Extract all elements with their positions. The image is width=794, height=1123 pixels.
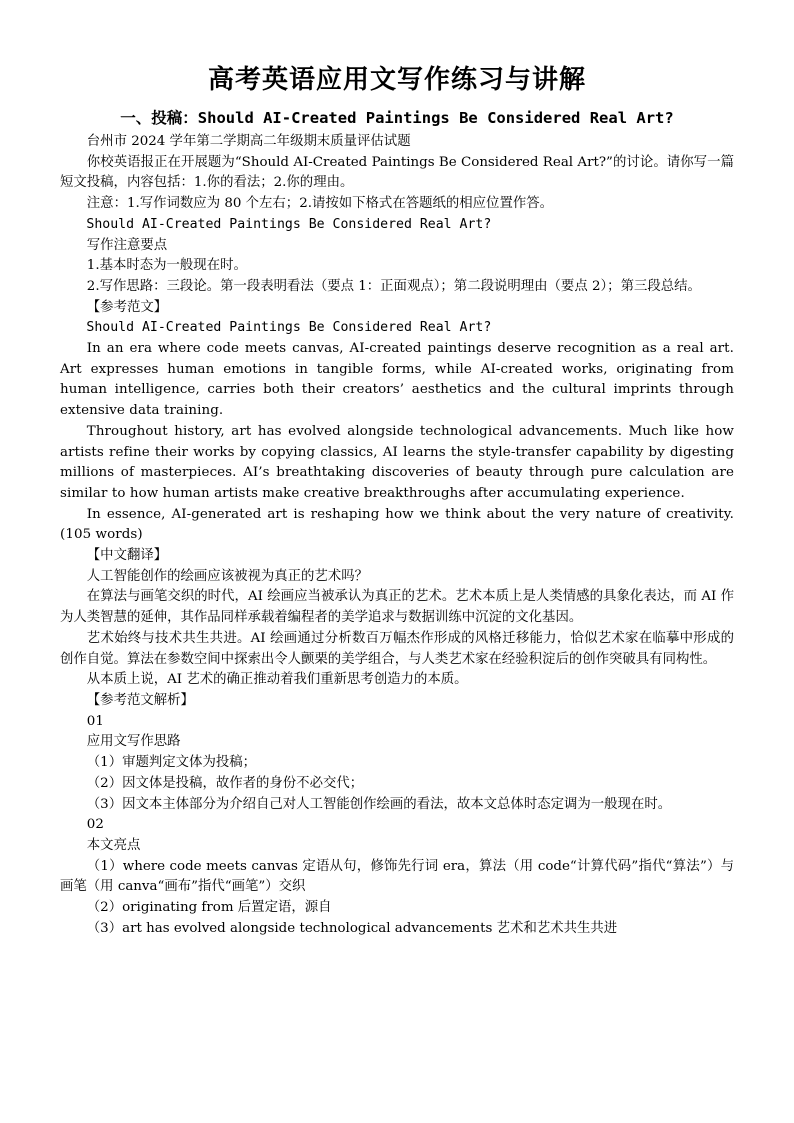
translation-label: 【中文翻译】	[86, 548, 168, 564]
analysis-number-02: 02	[86, 817, 104, 833]
document-title: 高考英语应用文写作练习与讲解	[207, 65, 586, 95]
task-description: 你校英语报正在开展题为“Should AI-Created Paintings Be Considered Real Art?”的讨论。请你写一篇短文投稿，内容包括：1.你的看法；2.你的理由。	[60, 154, 734, 191]
translation-title: 人工智能创作的绘画应该被视为真正的艺术吗？	[86, 568, 368, 584]
sample-essay-paragraph-3: In essence, AI-generated art is reshaping how we think about the very nature of creativity. (105 words)	[60, 506, 734, 543]
analysis-approach-1: （1）审题判定文体为投稿；	[86, 755, 257, 771]
analysis-approach-3: （3）因文本主体部分为介绍自己对人工智能创作绘画的看法，故本文总体时态定调为一般现在时。	[86, 796, 672, 812]
analysis-highlight-2: （2）originating from 后置定语，源自	[86, 900, 332, 916]
translation-paragraph-1: 在算法与画笔交织的时代，AI 绘画应当被承认为真正的艺术。艺术本质上是人类情感的具象化表达，而 AI 作为人类智慧的延伸，其作品同样承载着编程者的美学追求与数据训练中沉淀的文化基因。	[60, 589, 734, 626]
writing-tips-heading: 写作注意要点	[86, 237, 168, 253]
analysis-number-01: 01	[86, 713, 104, 729]
section-heading: 一、投稿：Should AI-Created Paintings Be Considered Real Art?	[120, 109, 674, 127]
sample-essay-title: Should AI-Created Paintings Be Considered Real Art?	[86, 320, 492, 336]
exam-source: 台州市 2024 学年第二学期高二年级期末质量评估试题	[86, 134, 411, 149]
writing-tip-2: 2.写作思路：三段论。第一段表明看法（要点 1：正面观点）；第二段说明理由（要点 2）；第三段总结。	[86, 278, 701, 294]
sample-essay-label: 【参考范文】	[86, 299, 168, 315]
analysis-approach-2: （2）因文体是投稿，故作者的身份不必交代；	[86, 775, 364, 791]
sample-essay-paragraph-1: In an era where code meets canvas, AI-created paintings deserve recognition as a real art. Art expresses human emotions in tangible forms, while AI-created works, originating from human intelligence, carries both their creators’ aesthetics and the cultural imprints through extensive data training.	[60, 341, 734, 419]
analysis-heading-approach: 应用文写作思路	[86, 734, 181, 750]
sample-essay-paragraph-2: Throughout history, art has evolved alongside technological advancements. Much like how artists refine their works by copying classics, AI learns the style-transfer capability by digesting millions of masterpieces. AI’s breathtaking discoveries of beauty through pure calculation are similar to how human artists make creative breakthroughs after accumulating experience.	[60, 423, 734, 501]
analysis-highlight-1: （1）where code meets canvas 定语从句，修饰先行词 era，算法（用 code“计算代码”指代“算法”）与画笔（用 canva“画布”指代“画笔”）交织	[60, 858, 734, 895]
task-notes: 注意：1.写作词数应为 80 个左右；2.请按如下格式在答题纸的相应位置作答。	[86, 196, 554, 212]
essay-title-format: Should AI-Created Paintings Be Considered Real Art?	[86, 216, 492, 232]
writing-tip-1: 1.基本时态为一般现在时。	[86, 258, 247, 274]
analysis-label: 【参考范文解析】	[86, 692, 194, 708]
translation-paragraph-3: 从本质上说，AI 艺术的确正推动着我们重新思考创造力的本质。	[86, 672, 468, 688]
analysis-heading-highlights: 本文亮点	[86, 837, 141, 853]
analysis-highlight-3: （3）art has evolved alongside technological advancements 艺术和艺术共生共进	[86, 920, 618, 936]
translation-paragraph-2: 艺术始终与技术共生共进。AI 绘画通过分析数百万幅杰作形成的风格迁移能力，恰似艺术家在临摹中形成的创作自觉。算法在参数空间中探索出令人颤栗的美学组合，与人类艺术家在经验积淀后的创作突破具有同构性。	[60, 630, 734, 667]
